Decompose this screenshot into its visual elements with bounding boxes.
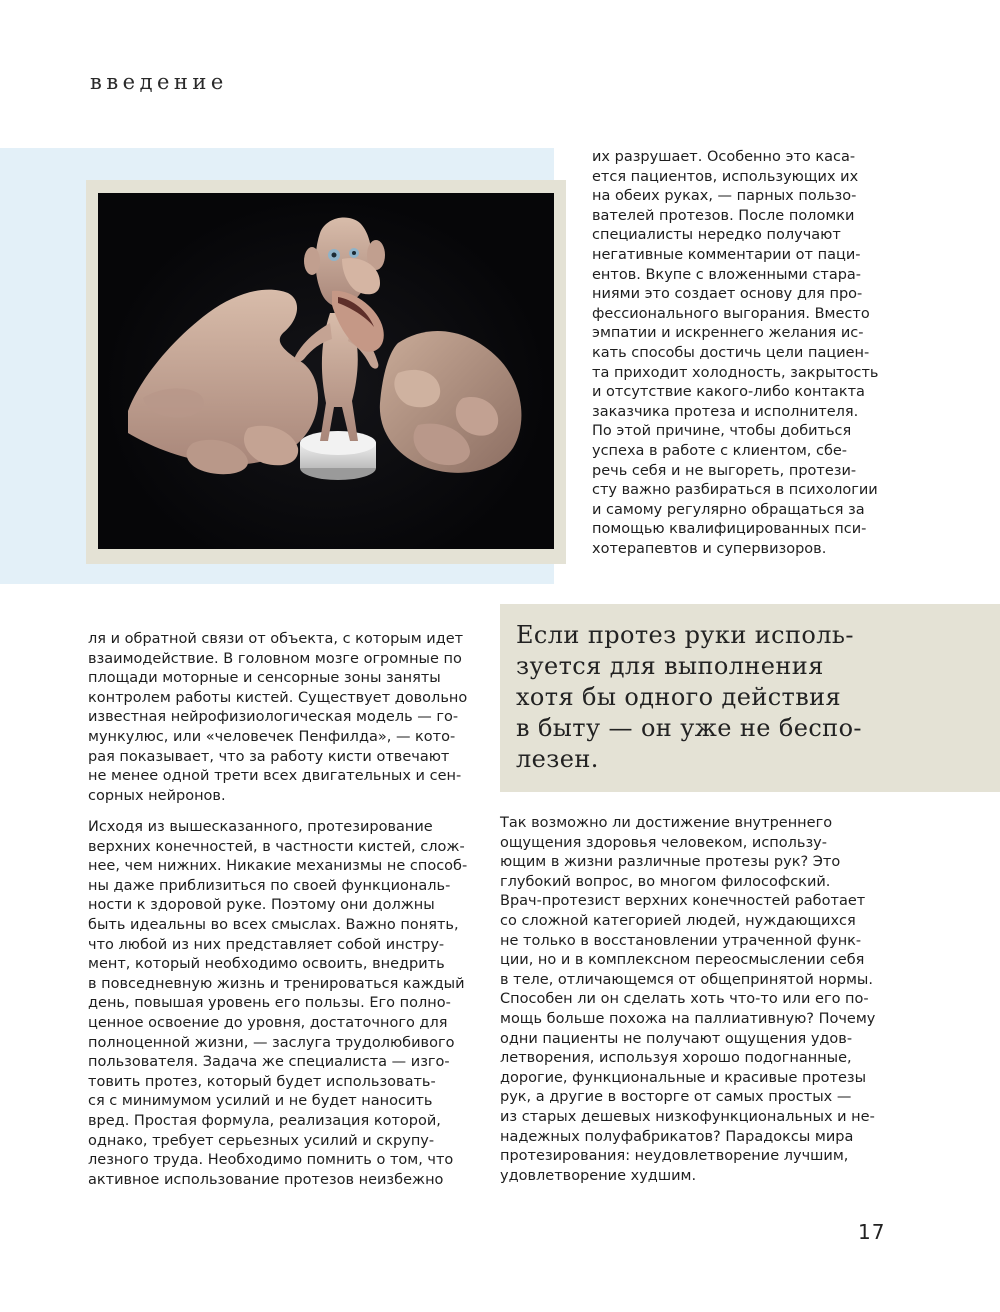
homunculus-photo [98, 193, 554, 549]
body-text-top-right: их разрушает. Особенно это каса- ется пациентов, использующих их на обеих руках, — парных пользо- вателей протезов. После поломки специалисты нередко получают негативные комментарии от паци- ентов. Вкупе с вложенными стара- ниями это создает основу для про- фессионального выгорания. Вместо эмпатии и искреннего желания ис- кать способы достичь цели пациен- та приходит холодность, закрытость и отсутствие какого-либо контакта заказчика протеза и исполнителя. По этой причине, чтобы добиться успеха в работе с клиентом, сбе- речь себя и не выгореть, протези- сту важно разбираться в психологии и самому регулярно обращаться за помощью квалифицированных пси- хотерапевтов и супервизоров. [592, 149, 879, 557]
section-title: введение [90, 70, 228, 94]
page-number: 17 [858, 1220, 886, 1244]
homunculus-illustration [98, 193, 554, 549]
right-hand-shape [380, 331, 522, 473]
pull-quote-box [500, 604, 1000, 792]
body-text-left-2: Исходя из вышесказанного, протезирование верхних конечностей, в частности кистей, слож- нее, чем нижних. Никакие механизмы не способ- ны даже приблизиться по своей функциональ- ности к здоровой руке. Поэтому они должны быть идеальны во всех смыслах. Важно понять, что любой из них представляет собой инстру- мент, который необходимо освоить, внедрить в повседневную жизнь и тренироваться каждый день, повышая уровень его пользы. Его полно- ценное освоение до уровня, достаточного для полноценной жизни, — заслуга трудолюбивого пользователя. Задача же специалиста — изго- товить протез, который будет использовать- ся с минимумом усилий и не будет наносить вред. Простая формула, реализация которой, однако, требует серьезных усилий и скрупу- лезного труда. Необходимо помнить о том, что активное использование протезов неизбежно [88, 819, 468, 1188]
body-text-left-1: ля и обратной связи от объекта, с которым идет взаимодействие. В головном мозге огромные по площади моторные и сенсорные зоны заняты контролем работы кистей. Существует довольно известная нейрофизиологическая модель — го- мункулюс, или «человечек Пенфилда», — кото- рая показывает, что за работу кисти отвечают не менее одной трети всех двигательных и сен- сорных нейронов. [88, 631, 468, 804]
pedestal-shape [300, 431, 376, 480]
pull-quote: Если протез руки исполь- зуется для выполнения хотя бы одного действия в быту — он уже не беспо- лезен. [516, 621, 862, 773]
body-text-right-bottom: Так возможно ли достижение внутреннего ощущения здоровья человеком, использу- ющим в жизни различные протезы рук? Это глубокий вопрос, во многом философский. Врач-протезист верхних конечностей работает со сложной категорией людей, нуждающихся не только в восстановлении утраченной функ- ции, но и в комплексном переосмыслении себя в теле, отличающемся от общепринятой нормы. Способен ли он сделать хоть что-то или его по- мощь больше похожа на паллиативную? Почему одни пациенты не получают ощущения удов- летворения, используя хорошо подогнанные, дорогие, функциональные и красивые протезы рук, а другие в восторге от самых простых — из старых дешевых низкофункциональных и не- надежных полуфабрикатов? Парадоксы мира протезирования: неудовлетворение лучшим, удовлетворение худшим. [500, 815, 876, 1184]
left-hand-shape [128, 290, 318, 475]
